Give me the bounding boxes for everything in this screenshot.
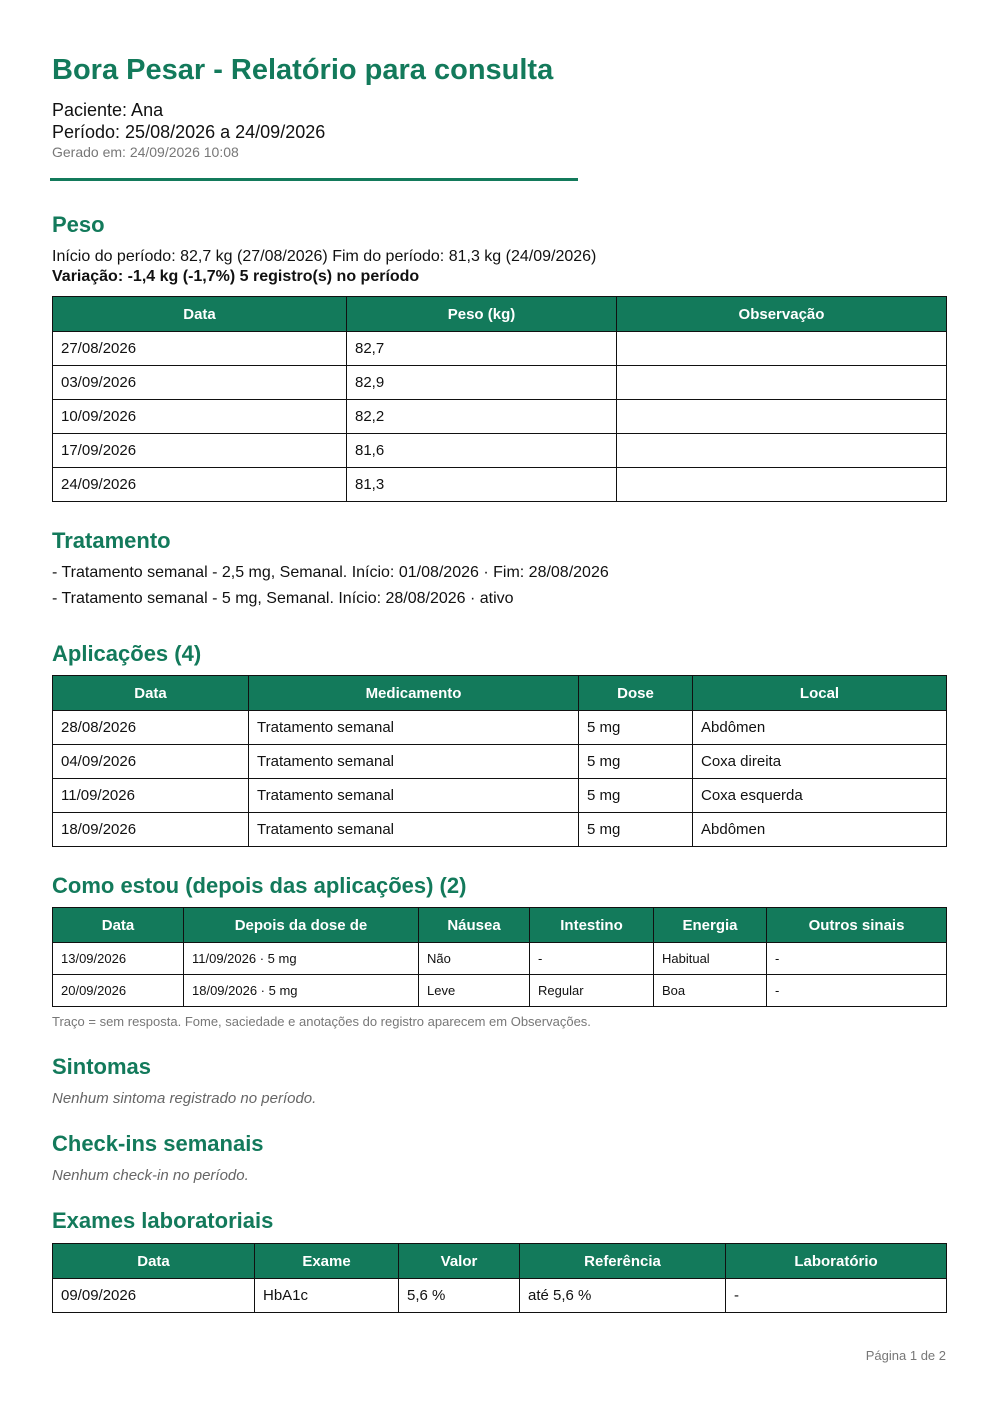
table-cell: 28/08/2026 [53,711,249,745]
table-row [53,1279,947,1313]
table-cell [617,366,947,400]
table-cell: Regular [530,975,654,1007]
table-cell: 27/08/2026 [53,332,347,366]
section-heading-exames: Exames laboratoriais [52,1208,274,1233]
peso-header-row [53,297,947,332]
column-header: Intestino [530,908,654,943]
table-row [53,434,947,468]
table-cell: 10/09/2026 [53,400,347,434]
table-cell: 11/09/2026 [53,779,249,813]
table-cell: 81,6 [347,434,617,468]
table-cell [617,434,947,468]
column-header: Exame [255,1244,399,1279]
table-cell: 24/09/2026 [53,468,347,502]
table-cell: 5,6 % [399,1279,520,1313]
exames-table [52,1243,947,1313]
peso-table [52,296,947,502]
column-header: Laboratório [726,1244,947,1279]
table-cell: - [767,975,947,1007]
table-row [53,332,947,366]
table-cell [617,332,947,366]
column-header: Data [53,676,249,711]
table-cell: 11/09/2026 · 5 mg [184,943,419,975]
table-cell: 18/09/2026 · 5 mg [184,975,419,1007]
table-cell: - [530,943,654,975]
report-period: Período: 25/08/2026 a 24/09/2026 [52,122,326,142]
table-cell [617,400,947,434]
como-estou-table [52,907,947,1007]
peso-variation: Variação: -1,4 kg (-1,7%) 5 registro(s) no período [52,268,420,285]
table-row [53,975,947,1007]
table-cell: 17/09/2026 [53,434,347,468]
table-cell: 5 mg [579,711,693,745]
table-cell: Habitual [654,943,767,975]
table-cell: - [726,1279,947,1313]
como-estou-note: Traço = sem resposta. Fome, saciedade e anotações do registro aparecem em Observações. [52,1014,591,1029]
table-cell: 18/09/2026 [53,813,249,847]
table-cell: 82,2 [347,400,617,434]
checkins-empty-message: Nenhum check-in no período. [52,1167,249,1184]
column-header: Dose [579,676,693,711]
column-header: Outros sinais [767,908,947,943]
table-row [53,943,947,975]
table-cell: 82,9 [347,366,617,400]
table-cell: Abdômen [693,813,947,847]
aplicacoes-header-row [53,676,947,711]
table-cell: Abdômen [693,711,947,745]
table-cell: Tratamento semanal [249,745,579,779]
generated-timestamp: Gerado em: 24/09/2026 10:08 [52,144,239,160]
table-cell: 81,3 [347,468,617,502]
column-header: Valor [399,1244,520,1279]
tratamento-item: - Tratamento semanal - 2,5 mg, Semanal. Início: 01/08/2026 · Fim: 28/08/2026 [52,564,609,581]
column-header: Referência [520,1244,726,1279]
column-header: Energia [654,908,767,943]
table-row [53,468,947,502]
report-title: Bora Pesar - Relatório para consulta [52,54,554,86]
column-header: Náusea [419,908,530,943]
column-header: Peso (kg) [347,297,617,332]
column-header: Medicamento [249,676,579,711]
table-row [53,813,947,847]
sintomas-empty-message: Nenhum sintoma registrado no período. [52,1090,317,1107]
table-cell: até 5,6 % [520,1279,726,1313]
table-cell: Tratamento semanal [249,813,579,847]
page-number: Página 1 de 2 [865,1348,946,1363]
table-cell: Coxa direita [693,745,947,779]
table-cell: Leve [419,975,530,1007]
table-cell [617,468,947,502]
table-cell: Tratamento semanal [249,779,579,813]
table-cell: 13/09/2026 [53,943,184,975]
table-row [53,779,947,813]
table-cell: 5 mg [579,745,693,779]
header-divider [50,178,578,181]
peso-summary: Início do período: 82,7 kg (27/08/2026) Fim do período: 81,3 kg (24/09/2026) [52,248,597,265]
section-heading-checkins: Check-ins semanais [52,1131,264,1156]
patient-name: Paciente: Ana [52,100,164,120]
tratamento-item: - Tratamento semanal - 5 mg, Semanal. Início: 28/08/2026 · ativo [52,590,514,607]
section-heading-tratamento: Tratamento [52,528,171,553]
column-header: Local [693,676,947,711]
table-cell: 82,7 [347,332,617,366]
table-cell: Não [419,943,530,975]
column-header: Data [53,1244,255,1279]
table-row [53,711,947,745]
table-cell: 20/09/2026 [53,975,184,1007]
table-cell: Tratamento semanal [249,711,579,745]
table-cell: 04/09/2026 [53,745,249,779]
como-estou-header-row [53,908,947,943]
table-cell: Boa [654,975,767,1007]
section-heading-peso: Peso [52,212,105,237]
table-cell: 03/09/2026 [53,366,347,400]
section-heading-como-estou: Como estou (depois das aplicações) (2) [52,873,467,898]
column-header: Observação [617,297,947,332]
table-cell: HbA1c [255,1279,399,1313]
aplicacoes-table [52,675,947,847]
table-cell: 5 mg [579,779,693,813]
table-cell: 5 mg [579,813,693,847]
section-heading-sintomas: Sintomas [52,1054,152,1079]
table-cell: - [767,943,947,975]
column-header: Depois da dose de [184,908,419,943]
table-row [53,400,947,434]
column-header: Data [53,908,184,943]
table-row [53,366,947,400]
table-row [53,745,947,779]
table-cell: Coxa esquerda [693,779,947,813]
exames-header-row [53,1244,947,1279]
column-header: Data [53,297,347,332]
section-heading-aplicacoes: Aplicações (4) [52,641,202,666]
table-cell: 09/09/2026 [53,1279,255,1313]
